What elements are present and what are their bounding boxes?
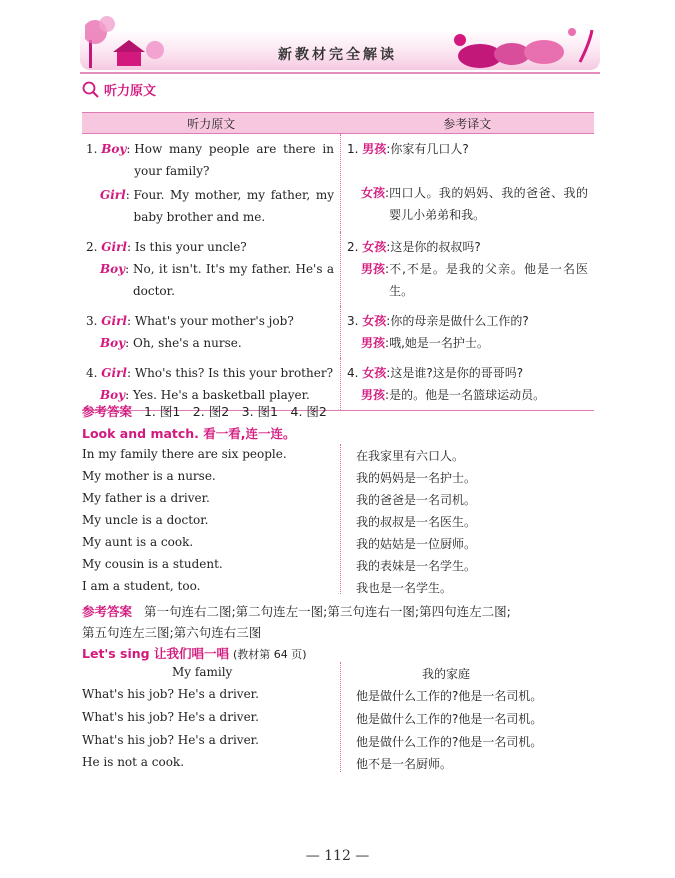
translation-line: 不,不是。是我的父亲。他是一名医生。 <box>389 262 588 298</box>
dialogue-line: Who's this? Is this your brother? <box>134 366 334 380</box>
match-en: In my family there are six people. <box>82 447 287 461</box>
dialogue-line: Is this your uncle? <box>134 240 247 254</box>
listening-table <box>82 112 594 411</box>
translation-line: 这是谁?这是你的哥哥吗? <box>390 366 524 380</box>
translation-line: 四口人。我的妈妈、我的爸爸、我的婴儿小弟弟和我。 <box>389 186 588 222</box>
match-row <box>82 513 594 535</box>
match-zh: 我的妈妈是一名护士。 <box>356 471 477 485</box>
speaker-label: Girl <box>101 314 127 328</box>
sing-row <box>82 687 594 709</box>
dialogue-line: Yes. He's a basketball player. <box>132 388 310 402</box>
translation-line: 是的。他是一名篮球运动员。 <box>389 388 546 402</box>
dialogue-line: How many people are there in your family? <box>134 142 334 178</box>
match-en: My cousin is a student. <box>82 557 223 571</box>
answer-line-1 <box>82 402 327 420</box>
dialogue-line: Oh, she's a nurse. <box>132 336 242 350</box>
sing-en: What's his job? He's a driver. <box>82 687 259 701</box>
col-header-original: 听力原文 <box>82 113 341 134</box>
item-number: 2. <box>347 240 359 254</box>
dialogue-line: No, it isn't. It's my father. He's a doctor. <box>132 262 334 298</box>
match-en: My aunt is a cook. <box>82 535 194 549</box>
sing-row <box>82 755 594 777</box>
answer-text: 1. 图1 2. 图2 3. 图1 4. 图2 <box>143 404 327 419</box>
sing-en: What's his job? He's a driver. <box>82 733 259 747</box>
section-heading <box>82 80 156 99</box>
match-zh: 在我家里有六口人。 <box>356 449 465 463</box>
answer-text: 第一句连右二图;第二句连左一图;第三句连右一图;第四句连左二图; <box>143 604 511 619</box>
item-number: 1. <box>347 142 359 156</box>
speaker-label: Girl <box>101 240 127 254</box>
translation-line: 哦,她是一名护士。 <box>389 336 489 350</box>
speaker-label-cn: 女孩 <box>362 314 387 328</box>
answer-line-2 <box>82 602 511 620</box>
magnifier-icon <box>82 81 100 99</box>
answer-label: 参考答案 <box>82 404 133 419</box>
table-row: 2. Girl : Is this your uncle? Boy : No, it isn't. It's my father. He's a doctor. 2. 女孩 : 这是你的叔叔吗? 男孩 : 不,不是。是我的父亲。他是一名医生。 <box>82 232 594 306</box>
sing-en: He is not a cook. <box>82 755 185 769</box>
speaker-label: Girl <box>100 188 126 202</box>
match-row <box>82 579 594 601</box>
speaker-label-cn: 女孩 <box>362 240 387 254</box>
dialogue-line: Four. My mother, my father, my baby brother and me. <box>133 188 334 224</box>
match-en: I am a student, too. <box>82 579 201 593</box>
item-number: 4. <box>347 366 359 380</box>
sing-header-row <box>82 665 594 687</box>
speaker-label: Girl <box>101 366 127 380</box>
match-title: Look and match. 看一看,连一连。 <box>82 426 296 441</box>
book-title: 新教材完全解读 <box>278 47 397 63</box>
translation-line: 这是你的叔叔吗? <box>390 240 481 254</box>
table-row: 3. Girl : What's your mother's job? Boy : Oh, she's a nurse. 3. 女孩 : 你的母亲是做什么工作的? 男孩 : 哦,她是一名护士。 <box>82 306 594 358</box>
match-row <box>82 535 594 557</box>
sing-zh: 他不是一名厨师。 <box>356 757 453 771</box>
item-number: 3. <box>86 314 98 328</box>
speaker-label-cn: 男孩 <box>361 262 386 276</box>
col-header-translation: 参考译文 <box>341 113 595 134</box>
sing-en: What's his job? He's a driver. <box>82 710 259 724</box>
dialogue-line: What's your mother's job? <box>134 314 294 328</box>
answer-label: 参考答案 <box>82 604 133 619</box>
translation-line: 你的母亲是做什么工作的? <box>390 314 529 328</box>
sing-col-en: My family <box>172 665 233 679</box>
match-en: My mother is a nurse. <box>82 469 216 483</box>
match-row <box>82 447 594 469</box>
answer-line-2b: 第五句连左三图;第六句连右三图 <box>82 625 262 640</box>
speaker-label: Boy <box>100 388 126 402</box>
sing-page-ref: (教材第 64 页) <box>232 648 307 661</box>
match-row <box>82 469 594 491</box>
match-zh: 我的叔叔是一名医生。 <box>356 515 477 529</box>
table-row: 4. Girl : Who's this? Is this your brother? Boy : Yes. He's a basketball player. 4. 女孩 : 这是谁?这是你的哥哥吗? 男孩 : 是的。他是一名篮球运动员。 <box>82 358 594 411</box>
section-title: 听力原文 <box>104 84 157 99</box>
sing-row <box>82 733 594 755</box>
match-row <box>82 557 594 579</box>
item-number: 3. <box>347 314 359 328</box>
speaker-label-cn: 女孩 <box>361 186 386 200</box>
header-divider <box>80 72 600 74</box>
speaker-label: Boy <box>100 336 126 350</box>
match-zh: 我的爸爸是一名司机。 <box>356 493 477 507</box>
table-row: 1. Boy : How many people are there in your family? Girl : Four. My mother, my father, my baby brother and me. 1. 男孩 : 你家有几口人? 女孩 : 四口人。我的妈妈、我的爸爸、我的婴儿小弟弟和我。 <box>82 134 594 233</box>
speaker-label-cn: 男孩 <box>362 142 387 156</box>
item-number: 2. <box>86 240 98 254</box>
match-zh: 我的姑姑是一位厨师。 <box>356 537 477 551</box>
speaker-label: Boy <box>101 142 127 156</box>
speaker-label-cn: 女孩 <box>362 366 387 380</box>
match-row <box>82 491 594 513</box>
match-en: My uncle is a doctor. <box>82 513 209 527</box>
sing-title: Let's sing 让我们唱一唱 <box>82 646 229 661</box>
item-number: 4. <box>86 366 98 380</box>
sing-heading <box>82 644 307 662</box>
speaker-label: Boy <box>100 262 126 276</box>
speaker-label-cn: 男孩 <box>361 388 386 402</box>
match-en: My father is a driver. <box>82 491 210 505</box>
sing-zh: 他是做什么工作的?他是一名司机。 <box>356 735 543 749</box>
translation-line: 你家有几口人? <box>390 142 469 156</box>
sing-col-zh: 我的家庭 <box>422 667 471 681</box>
sing-zh: 他是做什么工作的?他是一名司机。 <box>356 712 543 726</box>
match-zh: 我的表妹是一名学生。 <box>356 559 477 573</box>
sing-zh: 他是做什么工作的?他是一名司机。 <box>356 689 543 703</box>
speaker-label-cn: 男孩 <box>361 336 386 350</box>
page-number: — 112 — <box>305 848 370 864</box>
match-zh: 我也是一名学生。 <box>356 581 453 595</box>
item-number: 1. <box>86 142 98 156</box>
sing-row <box>82 710 594 732</box>
